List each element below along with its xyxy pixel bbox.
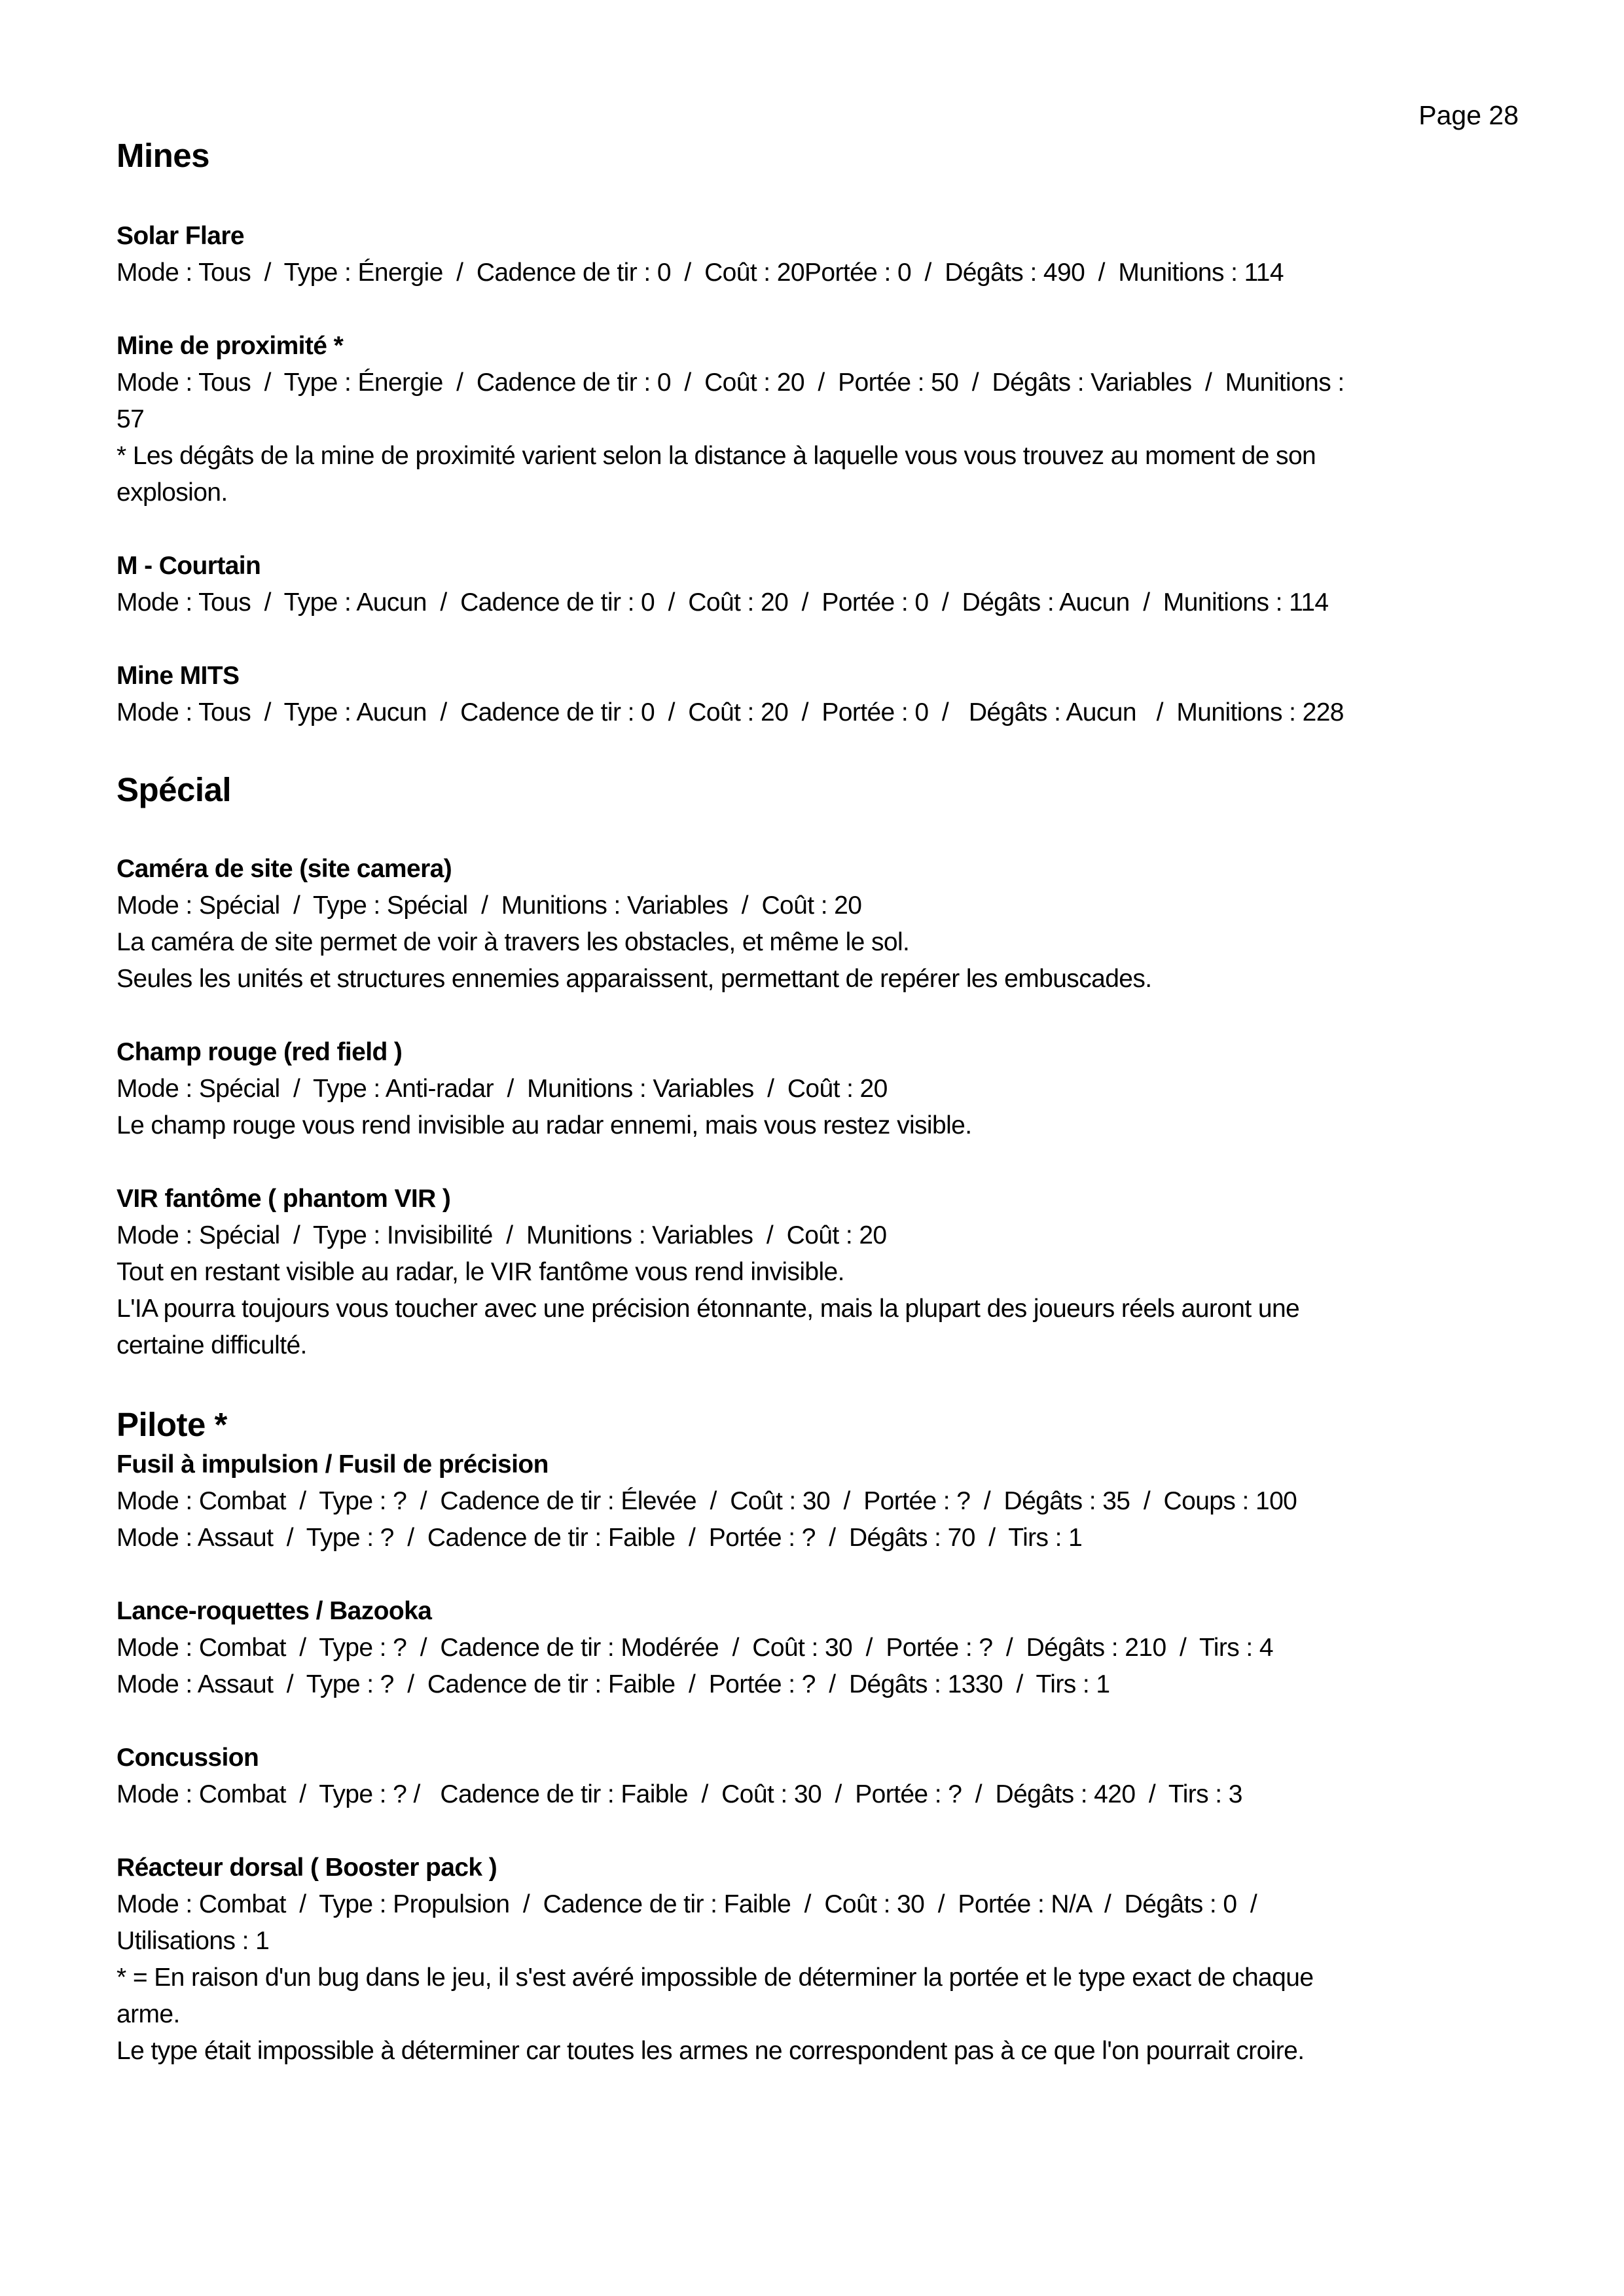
item-stats: Mode : Tous / Type : Aucun / Cadence de tir : 0 / Coût : 20 / Portée : 0 / Dégâts : Aucun / Munitions : 228 [117, 698, 1344, 726]
item-stats: Mode : Spécial / Type : Invisibilité / Munitions : Variables / Coût : 20 [117, 1221, 887, 1249]
section-heading-mines: Mines [117, 137, 210, 174]
item-stats: Mode : Tous / Type : Énergie / Cadence de tir : 0 / Coût : 20 / Portée : 50 / Dégâts : Variables / Munitions : [117, 368, 1344, 397]
item-stats: Mode : Spécial / Type : Spécial / Munitions : Variables / Coût : 20 [117, 891, 862, 920]
section-heading-pilote: Pilote * [117, 1406, 227, 1443]
item-title: M - Courtain [117, 552, 261, 580]
item-stats: Mode : Tous / Type : Aucun / Cadence de tir : 0 / Coût : 20 / Portée : 0 / Dégâts : Aucun / Munitions : 114 [117, 588, 1329, 617]
item-stats: Mode : Tous / Type : Énergie / Cadence de tir : 0 / Coût : 20Portée : 0 / Dégâts : 490 / Munitions : 114 [117, 259, 1284, 287]
item-description: Tout en restant visible au radar, le VIR fantôme vous rend invisible. [117, 1258, 844, 1286]
footnote-continued: arme. [117, 2000, 180, 2028]
item-title: Mine de proximité * [117, 332, 344, 360]
item-title: Caméra de site (site camera) [117, 855, 452, 883]
item-description: Seules les unités et structures ennemies apparaissent, permettant de repérer les embuscades. [117, 965, 1152, 993]
item-description: La caméra de site permet de voir à travers les obstacles, et même le sol. [117, 928, 910, 956]
item-stats: Mode : Combat / Type : ? / Cadence de tir : Faible / Coût : 30 / Portée : ? / Dégâts : 420 / Tirs : 3 [117, 1780, 1242, 1808]
footnote-note: Le type était impossible à déterminer car toutes les armes ne correspondent pas à ce que l'on pourrait croire. [117, 2037, 1305, 2065]
item-stats-combat: Mode : Combat / Type : ? / Cadence de tir : Élevée / Coût : 30 / Portée : ? / Dégâts : 35 / Coups : 100 [117, 1487, 1297, 1515]
item-note-continued: explosion. [117, 478, 228, 507]
item-title: Lance-roquettes / Bazooka [117, 1597, 432, 1625]
item-title: Concussion [117, 1744, 259, 1772]
item-title: Réacteur dorsal ( Booster pack ) [117, 1854, 497, 1882]
item-stats-combat: Mode : Combat / Type : ? / Cadence de tir : Modérée / Coût : 30 / Portée : ? / Dégâts : 210 / Tirs : 4 [117, 1634, 1273, 1662]
item-title: Mine MITS [117, 662, 240, 690]
item-stats: Mode : Combat / Type : Propulsion / Cadence de tir : Faible / Coût : 30 / Portée : N/A / Dégâts : 0 / [117, 1890, 1257, 1918]
item-stats: Mode : Spécial / Type : Anti-radar / Munitions : Variables / Coût : 20 [117, 1075, 888, 1103]
item-title: VIR fantôme ( phantom VIR ) [117, 1185, 451, 1213]
item-description: Le champ rouge vous rend invisible au radar ennemi, mais vous restez visible. [117, 1111, 972, 1139]
item-stats-continued: 57 [117, 405, 145, 433]
page-number: Page 28 [1418, 100, 1519, 130]
item-title: Champ rouge (red field ) [117, 1038, 403, 1066]
section-heading-special: Spécial [117, 771, 232, 808]
item-note: * Les dégâts de la mine de proximité varient selon la distance à laquelle vous vous trouvez au moment de son [117, 442, 1316, 470]
item-stats-assaut: Mode : Assaut / Type : ? / Cadence de tir : Faible / Portée : ? / Dégâts : 1330 / Tirs : 1 [117, 1670, 1110, 1698]
item-title: Solar Flare [117, 222, 244, 250]
item-stats-continued: Utilisations : 1 [117, 1927, 270, 1955]
item-title: Fusil à impulsion / Fusil de précision [117, 1450, 549, 1479]
item-description: L'IA pourra toujours vous toucher avec une précision étonnante, mais la plupart des joueurs réels auront une [117, 1295, 1300, 1323]
item-stats-assaut: Mode : Assaut / Type : ? / Cadence de tir : Faible / Portée : ? / Dégâts : 70 / Tirs : 1 [117, 1524, 1083, 1552]
footnote: * = En raison d'un bug dans le jeu, il s'est avéré impossible de déterminer la portée et le type exact de chaque [117, 1964, 1314, 1992]
item-description-continued: certaine difficulté. [117, 1331, 307, 1359]
